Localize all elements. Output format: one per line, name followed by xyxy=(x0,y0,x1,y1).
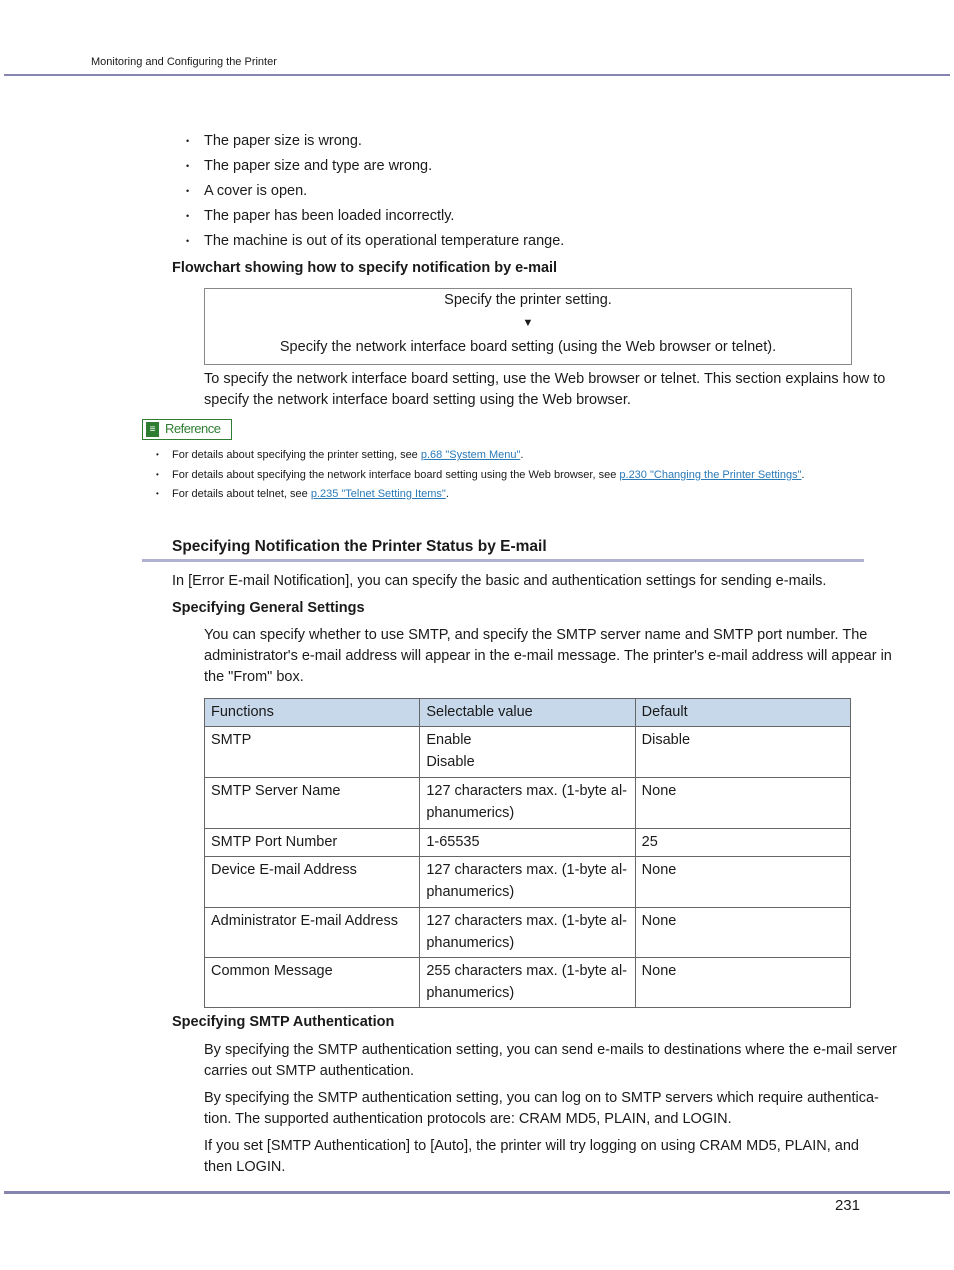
table-cell: Common Message xyxy=(205,958,420,1008)
table-cell: Enable Disable xyxy=(420,727,635,778)
table-header-row xyxy=(205,699,851,727)
smtp-auth-heading: Specifying SMTP Authentication xyxy=(172,1014,395,1030)
document-icon: ≡ xyxy=(146,422,159,437)
paragraph-line: If you set [SMTP Authentication] to [Auto], the printer will try logging on using CRAM MD5, PLAIN, and xyxy=(204,1138,859,1154)
table-cell: 1-65535 xyxy=(420,829,635,857)
flowchart-explanation xyxy=(204,369,885,411)
page-number: 231 xyxy=(834,1197,860,1214)
table-cell: 127 characters max. (1-byte al- phanumerics) xyxy=(420,778,635,829)
list-item: • A cover is open. xyxy=(186,181,564,206)
flowchart-step-1: Specify the printer setting. xyxy=(444,292,612,308)
table-cell: 127 characters max. (1-byte al- phanumerics) xyxy=(420,857,635,908)
paragraph-line: administrator's e-mail address will appear in the e-mail message. The printer's e-mail address will appear in xyxy=(204,648,892,664)
paragraph-line: By specifying the SMTP authentication setting, you can log on to SMTP servers which require authentica- xyxy=(204,1090,879,1106)
general-settings-paragraph xyxy=(204,625,892,688)
smtp-auth-paragraph-1 xyxy=(204,1040,897,1082)
reference-list xyxy=(156,448,805,507)
list-item: • The machine is out of its operational temperature range. xyxy=(186,231,564,256)
paragraph-line: then LOGIN. xyxy=(204,1159,286,1175)
footer-rule xyxy=(4,1191,950,1194)
column-header: Functions xyxy=(205,699,420,727)
table-cell: Device E-mail Address xyxy=(205,857,420,908)
section-rule xyxy=(142,559,864,562)
flowchart-box xyxy=(204,288,852,365)
flowchart-step-2: Specify the network interface board setting (using the Web browser or telnet). xyxy=(279,339,777,355)
table-cell: 255 characters max. (1-byte al- phanumerics) xyxy=(420,958,635,1008)
reference-item: • For details about specifying the printer setting, see p.68 "System Menu". xyxy=(156,448,805,468)
table-row xyxy=(205,908,851,958)
list-item: • The paper size and type are wrong. xyxy=(186,156,564,181)
paragraph-line: specify the network interface board setting using the Web browser. xyxy=(204,392,631,408)
paragraph-line: By specifying the SMTP authentication setting, you can send e-mails to destinations where the e-mail server xyxy=(204,1042,897,1058)
table-cell: SMTP xyxy=(205,727,420,778)
table-cell: SMTP Server Name xyxy=(205,778,420,829)
column-header: Default xyxy=(635,699,850,727)
paragraph-line: tion. The supported authentication protocols are: CRAM MD5, PLAIN, and LOGIN. xyxy=(204,1111,732,1127)
down-arrow-icon: ▼ xyxy=(522,317,534,329)
table-cell: Disable xyxy=(635,727,850,778)
table-cell: None xyxy=(635,958,850,1008)
smtp-auth-paragraph-2 xyxy=(204,1088,879,1130)
table-row xyxy=(205,778,851,829)
settings-table xyxy=(204,698,851,1008)
smtp-auth-paragraph-3 xyxy=(204,1136,859,1178)
reference-item: • For details about specifying the network interface board setting using the Web browser, see p.230 "Changing the Printer Settings". xyxy=(156,468,805,488)
paragraph-line: carries out SMTP authentication. xyxy=(204,1063,415,1079)
running-header: Monitoring and Configuring the Printer xyxy=(91,56,277,68)
paragraph-line: To specify the network interface board setting, use the Web browser or telnet. This section explains how to xyxy=(204,371,886,387)
reference-badge xyxy=(142,419,232,440)
table-cell: None xyxy=(635,778,850,829)
table-cell: 127 characters max. (1-byte al- phanumerics) xyxy=(420,908,635,958)
reference-label: Reference xyxy=(165,421,221,436)
flowchart-heading: Flowchart showing how to specify notification by e-mail xyxy=(172,260,558,276)
table-cell: SMTP Port Number xyxy=(205,829,420,857)
table-cell: Administrator E-mail Address xyxy=(205,908,420,958)
link-system-menu[interactable]: p.68 "System Menu" xyxy=(420,449,521,461)
paragraph-line: You can specify whether to use SMTP, and specify the SMTP server name and SMTP port number. The xyxy=(204,627,868,643)
general-settings-heading: Specifying General Settings xyxy=(172,600,365,616)
table-row xyxy=(205,958,851,1008)
header-rule xyxy=(4,74,950,76)
link-changing-printer-settings[interactable]: p.230 "Changing the Printer Settings" xyxy=(619,468,802,481)
column-header: Selectable value xyxy=(420,699,635,727)
paragraph-line: the "From" box. xyxy=(204,669,304,685)
table-row xyxy=(205,829,851,857)
table-row xyxy=(205,727,851,778)
error-condition-list xyxy=(186,131,564,256)
list-item: • The paper has been loaded incorrectly. xyxy=(186,206,564,231)
link-telnet-setting-items[interactable]: p.235 "Telnet Setting Items" xyxy=(310,488,446,500)
list-item: • The paper size is wrong. xyxy=(186,131,564,156)
reference-item: • For details about telnet, see p.235 "Telnet Setting Items". xyxy=(156,487,805,507)
table-cell: 25 xyxy=(635,829,850,857)
section-intro: In [Error E-mail Notification], you can specify the basic and authentication settings for sending e-mails. xyxy=(172,573,827,589)
table-cell: None xyxy=(635,908,850,958)
table-cell: None xyxy=(635,857,850,908)
section-title: Specifying Notification the Printer Status by E-mail xyxy=(172,538,547,555)
table-row xyxy=(205,857,851,908)
